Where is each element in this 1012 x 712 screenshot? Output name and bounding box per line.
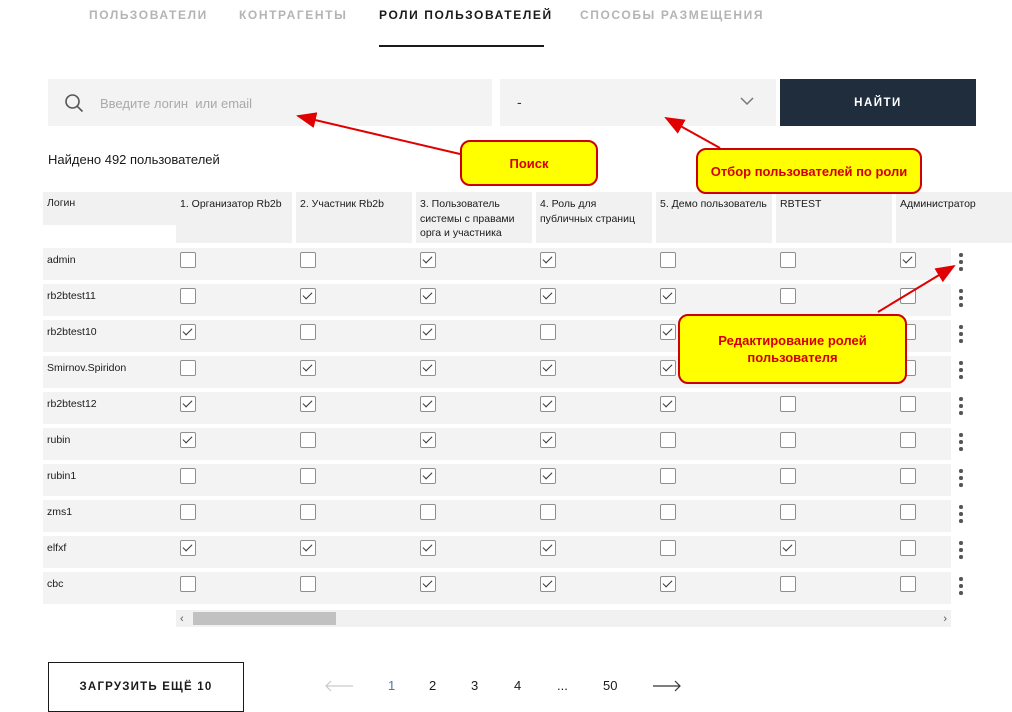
- role-checkbox[interactable]: [540, 252, 556, 268]
- column-header: 5. Демо пользователь: [656, 192, 772, 243]
- role-checkbox[interactable]: [660, 396, 676, 412]
- more-vertical-icon[interactable]: [952, 358, 970, 382]
- role-checkbox[interactable]: [900, 504, 916, 520]
- callout-search: Поиск: [460, 140, 598, 186]
- role-checkbox[interactable]: [780, 468, 796, 484]
- role-checkbox[interactable]: [420, 288, 436, 304]
- column-header: 4. Роль для публичных страниц: [536, 192, 652, 243]
- role-checkbox[interactable]: [660, 288, 676, 304]
- row-login: cbc: [47, 578, 64, 590]
- role-checkbox[interactable]: [780, 504, 796, 520]
- role-checkbox[interactable]: [900, 288, 916, 304]
- role-checkbox[interactable]: [540, 468, 556, 484]
- callout-role-filter: Отбор пользователей по роли: [696, 148, 922, 194]
- role-filter-select[interactable]: [500, 79, 776, 126]
- role-checkbox[interactable]: [420, 360, 436, 376]
- role-checkbox[interactable]: [420, 540, 436, 556]
- page-50[interactable]: 50: [603, 678, 618, 693]
- more-vertical-icon[interactable]: [952, 574, 970, 598]
- role-checkbox[interactable]: [900, 396, 916, 412]
- role-checkbox[interactable]: [300, 252, 316, 268]
- role-checkbox[interactable]: [420, 252, 436, 268]
- role-checkbox[interactable]: [420, 576, 436, 592]
- page-1[interactable]: 1: [388, 678, 396, 693]
- row-login: rubin: [47, 434, 71, 446]
- arrow-left-icon[interactable]: [324, 679, 354, 693]
- role-checkbox[interactable]: [300, 432, 316, 448]
- row-login: rb2btest10: [47, 326, 97, 338]
- role-checkbox[interactable]: [660, 504, 676, 520]
- role-checkbox[interactable]: [900, 252, 916, 268]
- role-checkbox[interactable]: [660, 252, 676, 268]
- tab-user-roles[interactable]: РОЛИ ПОЛЬЗОВАТЕЛЕЙ: [379, 8, 553, 22]
- role-checkbox[interactable]: [300, 324, 316, 340]
- role-checkbox[interactable]: [540, 288, 556, 304]
- table-row: [43, 572, 951, 604]
- table-row: [43, 392, 951, 424]
- role-checkbox[interactable]: [300, 540, 316, 556]
- role-checkbox[interactable]: [540, 504, 556, 520]
- role-checkbox[interactable]: [180, 360, 196, 376]
- role-checkbox[interactable]: [660, 468, 676, 484]
- role-checkbox[interactable]: [300, 396, 316, 412]
- role-checkbox[interactable]: [420, 396, 436, 412]
- load-more-button[interactable]: ЗАГРУЗИТЬ ЕЩЁ 10: [48, 662, 244, 712]
- active-tab-indicator: [379, 45, 544, 47]
- column-header: 3. Пользователь системы с правами орга и участника: [416, 192, 532, 243]
- role-checkbox[interactable]: [780, 432, 796, 448]
- role-checkbox[interactable]: [180, 576, 196, 592]
- tabs-bar: [0, 0, 1001, 50]
- page-2[interactable]: 2: [429, 678, 437, 693]
- row-login: rb2btest12: [47, 398, 97, 410]
- table-row: [43, 536, 951, 568]
- role-checkbox[interactable]: [660, 432, 676, 448]
- role-checkbox[interactable]: [900, 432, 916, 448]
- row-login: rubin1: [47, 470, 77, 482]
- more-vertical-icon[interactable]: [952, 430, 970, 454]
- roles-table: [43, 192, 976, 628]
- search-input[interactable]: [98, 79, 482, 128]
- table-row: [43, 284, 951, 316]
- tab-users[interactable]: ПОЛЬЗОВАТЕЛИ: [89, 8, 208, 22]
- table-row: [43, 500, 951, 532]
- scroll-left-icon[interactable]: ‹: [180, 613, 184, 625]
- role-checkbox[interactable]: [180, 432, 196, 448]
- row-login: Smirnov.Spiridon: [47, 362, 127, 374]
- role-checkbox[interactable]: [180, 324, 196, 340]
- role-checkbox[interactable]: [300, 504, 316, 520]
- role-checkbox[interactable]: [300, 576, 316, 592]
- role-checkbox[interactable]: [660, 540, 676, 556]
- search-box: [48, 79, 492, 126]
- row-login: admin: [47, 254, 76, 266]
- row-login: elfxf: [47, 542, 67, 554]
- table-row: [43, 248, 951, 280]
- role-checkbox[interactable]: [300, 468, 316, 484]
- role-checkbox[interactable]: [540, 396, 556, 412]
- column-header: Администратор: [896, 192, 1012, 243]
- role-checkbox[interactable]: [780, 396, 796, 412]
- scroll-right-icon[interactable]: ›: [943, 613, 947, 625]
- role-checkbox[interactable]: [180, 252, 196, 268]
- scrollbar-thumb[interactable]: [193, 612, 336, 625]
- role-checkbox[interactable]: [660, 324, 676, 340]
- more-vertical-icon[interactable]: [952, 322, 970, 346]
- more-vertical-icon[interactable]: [952, 286, 970, 310]
- role-filter-value: -: [517, 94, 522, 110]
- more-vertical-icon[interactable]: [952, 394, 970, 418]
- role-checkbox[interactable]: [300, 288, 316, 304]
- row-login: rb2btest11: [47, 290, 96, 302]
- role-checkbox[interactable]: [900, 468, 916, 484]
- horizontal-scrollbar[interactable]: [176, 610, 951, 627]
- find-button[interactable]: НАЙТИ: [780, 79, 976, 126]
- role-checkbox[interactable]: [540, 576, 556, 592]
- role-checkbox[interactable]: [660, 360, 676, 376]
- role-checkbox[interactable]: [180, 468, 196, 484]
- page-3[interactable]: 3: [471, 678, 479, 693]
- role-checkbox[interactable]: [420, 432, 436, 448]
- role-checkbox[interactable]: [780, 288, 796, 304]
- role-checkbox[interactable]: [420, 324, 436, 340]
- more-vertical-icon[interactable]: [952, 466, 970, 490]
- more-vertical-icon[interactable]: [952, 250, 970, 274]
- table-row: [43, 428, 951, 460]
- role-checkbox[interactable]: [900, 540, 916, 556]
- login-header-cell: [43, 192, 176, 225]
- column-header: 1. Организатор Rb2b: [176, 192, 292, 243]
- search-icon: [64, 93, 84, 113]
- role-checkbox[interactable]: [540, 324, 556, 340]
- role-checkbox[interactable]: [780, 540, 796, 556]
- column-header: 2. Участник Rb2b: [296, 192, 412, 243]
- role-checkbox[interactable]: [780, 576, 796, 592]
- role-checkbox[interactable]: [180, 504, 196, 520]
- role-checkbox[interactable]: [180, 396, 196, 412]
- role-checkbox[interactable]: [420, 468, 436, 484]
- table-row: [43, 464, 951, 496]
- role-checkbox[interactable]: [900, 576, 916, 592]
- login-header: Логин: [47, 197, 76, 209]
- more-vertical-icon[interactable]: [952, 502, 970, 526]
- role-checkbox[interactable]: [180, 540, 196, 556]
- callout-edit-roles: Редактирование ролей пользователя: [678, 314, 907, 384]
- role-checkbox[interactable]: [540, 432, 556, 448]
- chevron-down-icon: [740, 96, 754, 106]
- role-checkbox[interactable]: [420, 504, 436, 520]
- tab-counterparties[interactable]: КОНТРАГЕНТЫ: [239, 8, 348, 22]
- role-checkbox[interactable]: [300, 360, 316, 376]
- arrow-right-icon[interactable]: [652, 679, 682, 693]
- role-checkbox[interactable]: [540, 360, 556, 376]
- role-checkbox[interactable]: [540, 540, 556, 556]
- found-count: Найдено 492 пользователей: [48, 152, 220, 167]
- page-4[interactable]: 4: [514, 678, 522, 693]
- role-checkbox[interactable]: [180, 288, 196, 304]
- role-checkbox[interactable]: [660, 576, 676, 592]
- row-login: zms1: [47, 506, 73, 518]
- table-header: [43, 192, 976, 243]
- column-header: RBTEST: [776, 192, 892, 243]
- tab-placement-methods[interactable]: СПОСОБЫ РАЗМЕЩЕНИЯ: [580, 8, 765, 22]
- more-vertical-icon[interactable]: [952, 538, 970, 562]
- role-checkbox[interactable]: [780, 252, 796, 268]
- page-ellipsis: ...: [557, 678, 568, 693]
